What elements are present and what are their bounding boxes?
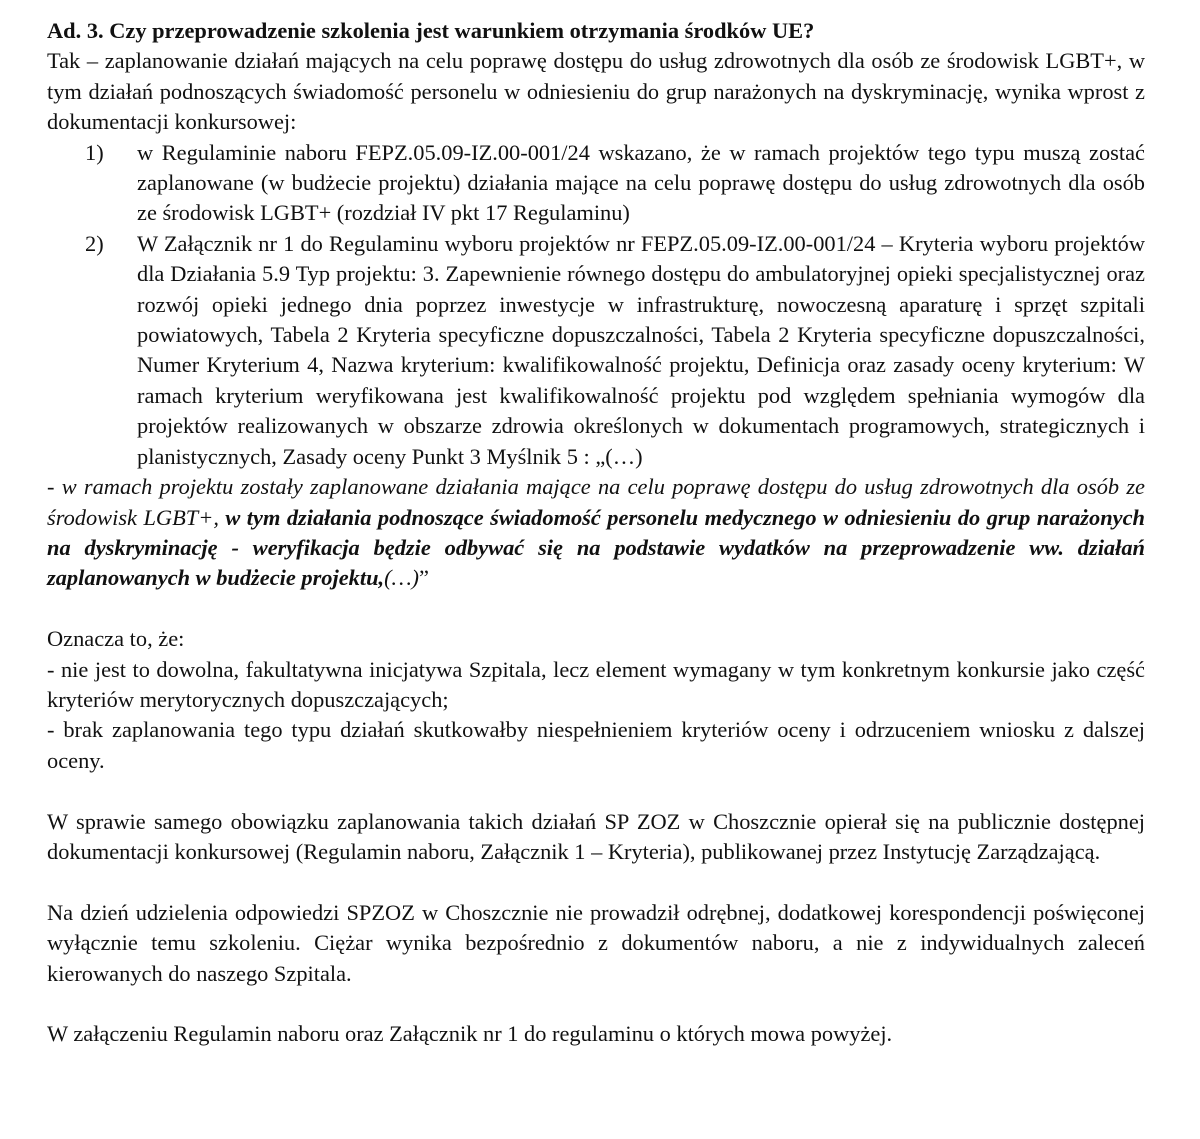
list-item-text: W Załącznik nr 1 do Regulaminu wyboru projektów nr FEPZ.05.09-IZ.00-001/24 – Kryteria wyboru projektów dla Działania 5.9 Typ projektu: 3. Zapewnienie równego dostępu do ambulatoryjnej opieki specjalistycznej oraz rozwój opieki jednego dnia poprzez inwestycje w infrastrukturę, nowoczesną aparaturę i sprzęt szpitali powiatowych, Tabela 2 Kryteria specyficzne dopuszczalności, Tabela 2 Kryteria specyficzne dopuszczalności, Numer Kryterium 4, Nazwa kryterium: kwalifikowalność projektu, Definicja oraz zasady oceny kryterium: W ramach kryterium weryfikowana jest kwalifikowalność projektu pod względem spełniania wymogów dla projektów realizowanych w obszarze zdrowia określonych w dokumentach programowych, strategicznych i planistycznych, Zasady oceny Punkt 3 Myślnik 5 : „(…) [137, 230, 1145, 469]
list-item-number: 2) [85, 230, 104, 256]
means-point: - nie jest to dowolna, fakultatywna inicjatywa Szpitala, lecz element wymagany w tym konkretnym konkursie jako część kryteriów merytorycznych dopuszczających; [47, 656, 1145, 712]
paragraph-gap [47, 989, 1145, 1019]
list-item [47, 138, 1145, 229]
list-item-number: 1) [85, 139, 104, 165]
list-item [47, 229, 1145, 472]
criterion-quote [47, 472, 1145, 594]
means-point: - brak zaplanowania tego typu działań skutkowałby niespełnieniem kryteriów oceny i odrzuceniem wniosku z dalszej oceny. [47, 717, 1145, 773]
intro-paragraph: Tak – zaplanowanie działań mających na celu poprawę dostępu do usług zdrowotnych dla osób ze środowisk LGBT+, w tym działań podnoszących świadomość personelu w odniesieniu do grup narażonych na dyskryminację, wynika wprost z dokumentacji konkursowej: [47, 48, 1145, 135]
means-lead: Oznacza to, że: [47, 626, 185, 652]
paragraph-sprawie: W sprawie samego obowiązku zaplanowania takich działań SP ZOZ w Choszcznie opierał się na publicznie dostępnej dokumentacji konkursowej (Regulamin naboru, Załącznik 1 – Kryteria), publikowanej przez Instytucję Zarządzającą. [47, 808, 1145, 864]
quote-italic-text: - w ramach projektu zostały zaplanowane działania mające na celu poprawę dostępu do usług zdrowotnych dla osób ze środowisk LGBT+, [47, 474, 1145, 530]
paragraph-gap [47, 594, 1145, 624]
quote-emphasis-text: w tym działania podnoszące świadomość personelu medycznego w odniesieniu do grup narażonych na dyskryminację - weryfikacja będzie odbywać się na podstawie wydatków na przeprowadzenie ww. działań zaplanowanych w budżecie projektu, [47, 504, 1145, 591]
list-item-text: w Regulaminie naboru FEPZ.05.09-IZ.00-001/24 wskazano, że w ramach projektów tego typu muszą zostać zaplanowane (w budżecie projektu) działania mające na celu poprawę dostępu do usług zdrowotnych dla osób ze środowisk LGBT+ (rozdział IV pkt 17 Regulaminu) [137, 139, 1145, 226]
document-page [47, 16, 1145, 1050]
quote-ellipsis: (…) [384, 565, 419, 591]
paragraph-gap [47, 867, 1145, 897]
paragraph-zalaczenie: W załączeniu Regulamin naboru oraz Załącznik nr 1 do regulaminu o których mowa powyżej. [47, 1021, 893, 1047]
quote-closing-mark: ” [418, 565, 429, 591]
paragraph-gap [47, 776, 1145, 806]
section-heading: Ad. 3. Czy przeprowadzenie szkolenia jest warunkiem otrzymania środków UE? [47, 18, 815, 43]
paragraph-dzien: Na dzień udzielenia odpowiedzi SPZOZ w Choszcznie nie prowadził odrębnej, dodatkowej korespondencji poświęconej wyłącznie temu szkoleniu. Ciężar wynika bezpośrednio z dokumentów naboru, a nie z indywidualnych zaleceń kierowanych do naszego Szpitala. [47, 899, 1145, 986]
